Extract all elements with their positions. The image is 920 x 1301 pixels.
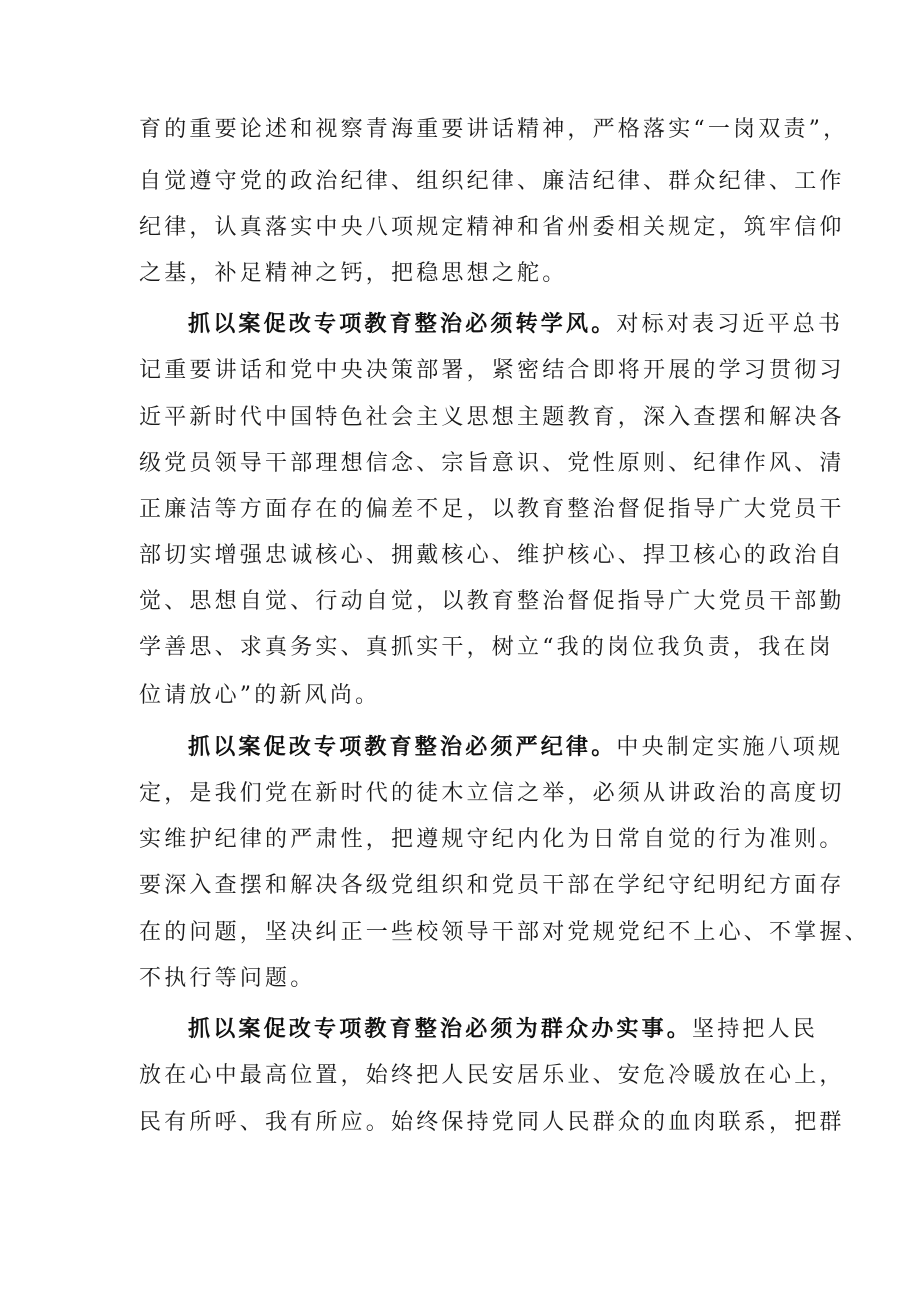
line-text: 自觉遵守党的政治纪律、组织纪律、廉洁纪律、群众纪律、工作 [139, 169, 845, 194]
text-line [139, 628, 834, 668]
text-line [139, 1103, 845, 1143]
text-line [139, 774, 845, 814]
line-text: 觉、思想自觉、行动自觉，以教育整治督促指导广大党员干部勤 [139, 589, 845, 614]
line-text: 在的问题，坚决纠正一些校领导干部对党规党纪不上心、不掌握、 [139, 920, 870, 945]
line-text: 放在心中最高位置，始终把人民安居乐业、安危冷暖放在心上， [139, 1063, 845, 1088]
line-text: 正廉洁等方面存在的偏差不足，以教育整治督促指导广大党员干 [139, 497, 845, 522]
text-line [139, 208, 845, 248]
line-text: 不执行等问题。 [139, 966, 316, 991]
paragraph-first-line [188, 728, 843, 768]
line-text: 位请放心”的新风尚。 [139, 683, 381, 708]
text-line [139, 536, 845, 576]
text-line [139, 676, 380, 716]
paragraph-first-line [188, 1010, 818, 1050]
line-text: 记重要讲话和党中央决策部署，紧密结合即将开展的学习贯彻习 [139, 358, 845, 383]
line-text: 中央制定实施八项规 [616, 735, 844, 760]
line-text: 对标对表习近平总书 [616, 312, 844, 337]
paragraph-heading: 抓以案促改专项教育整治必须为群众办实事。 [188, 1017, 693, 1042]
line-text: 要深入查摆和解决各级党组织和党员干部在学纪守纪明纪方面存 [139, 873, 845, 898]
line-text: 坚持把人民 [692, 1017, 819, 1042]
text-line [139, 1056, 845, 1096]
text-line [139, 866, 845, 906]
line-text: 级党员领导干部理想信念、宗旨意识、党性原则、纪律作风、清 [139, 451, 845, 476]
paragraph-first-line [188, 305, 843, 345]
line-text: 之基，补足精神之钙，把稳思想之舵。 [139, 261, 568, 286]
text-line [139, 582, 845, 622]
paragraph-heading: 抓以案促改专项教育整治必须严纪律。 [188, 735, 617, 760]
text-line [139, 959, 315, 999]
text-line [139, 444, 845, 484]
text-line [139, 351, 845, 391]
text-line [139, 490, 845, 530]
line-text: 实维护纪律的严肃性，把遵规守纪内化为日常自觉的行为准则。 [139, 827, 845, 852]
line-text: 近平新时代中国特色社会主义思想主题教育，深入查摆和解决各 [139, 405, 845, 430]
text-line [139, 913, 870, 953]
line-text: 纪律，认真落实中央八项规定精神和省州委相关规定，筑牢信仰 [139, 215, 845, 240]
line-text: 学善思、求真务实、真抓实干，树立“我的岗位我负责，我在岗 [139, 635, 834, 660]
line-text: 育的重要论述和视察青海重要讲话精神，严格落实“一岗双责”， [139, 117, 849, 142]
line-text: 民有所呼、我有所应。始终保持党同人民群众的血肉联系，把群 [139, 1110, 845, 1135]
line-text: 定，是我们党在新时代的徒木立信之举，必须从讲政治的高度切 [139, 781, 845, 806]
text-line [139, 162, 845, 202]
paragraph-heading: 抓以案促改专项教育整治必须转学风。 [188, 312, 617, 337]
text-line [139, 398, 845, 438]
text-line [139, 254, 567, 294]
text-line [139, 820, 845, 860]
text-line [139, 110, 848, 150]
line-text: 部切实增强忠诚核心、拥戴核心、维护核心、捍卫核心的政治自 [139, 543, 845, 568]
